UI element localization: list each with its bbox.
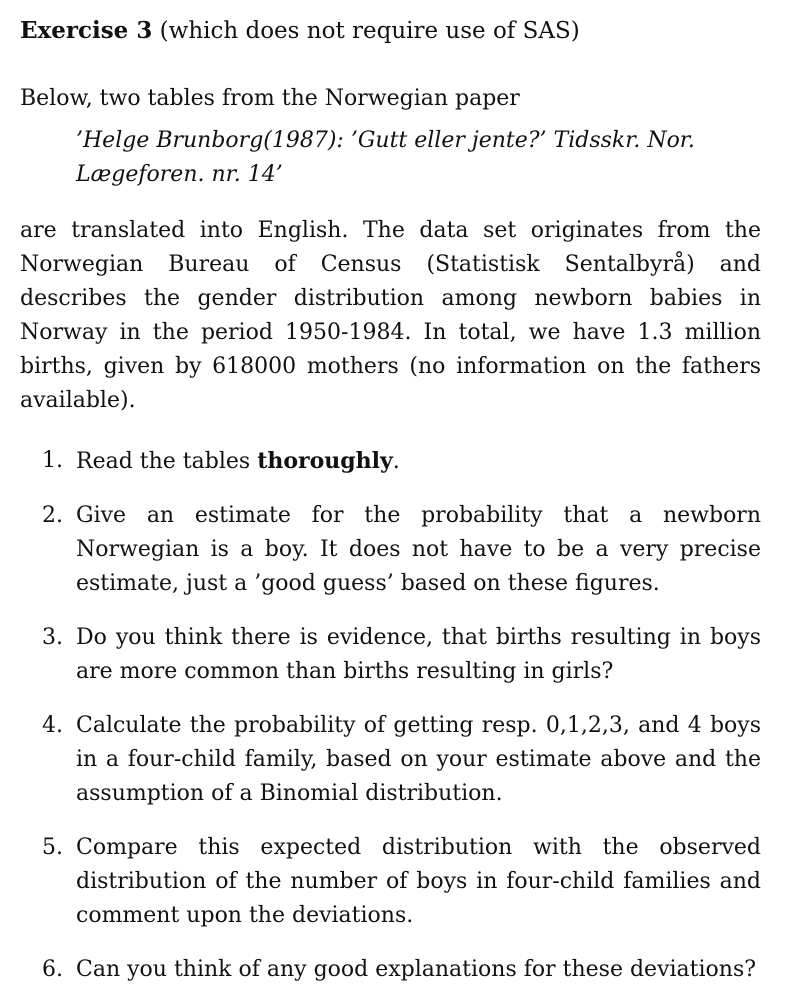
exercise-heading	[20, 12, 761, 50]
list-item	[20, 499, 761, 601]
list-item	[20, 621, 761, 689]
list-item	[20, 953, 761, 987]
item-text: Read the tables	[76, 449, 258, 474]
exercise-title: Exercise 3	[20, 17, 153, 44]
item-number: 6.	[42, 957, 63, 982]
item-text: Do you think there is evidence, that births resulting in boys are more common than births resulting in girls?	[76, 625, 761, 684]
citation-line-1: ’Helge Brunborg(1987): ’Gutt eller jente?’ Tidsskr. Nor.	[76, 128, 695, 153]
item-text-end: .	[392, 449, 400, 474]
item-text: Can you think of any good explanations for these deviations?	[76, 957, 757, 982]
item-text: Calculate the probability of getting resp. 0,1,2,3, and 4 boys in a four-child family, based on your estimate above and the assumption of a Binomial distribution.	[76, 713, 761, 806]
exercise-subtitle: (which does not require use of SAS)	[152, 18, 580, 44]
item-number: 2.	[42, 503, 63, 528]
list-item	[20, 444, 761, 479]
intro-paragraph: Below, two tables from the Norwegian paper	[20, 86, 520, 111]
item-emphasis: thoroughly	[257, 448, 393, 474]
list-item	[20, 831, 761, 933]
item-number: 3.	[42, 625, 63, 650]
question-list	[20, 444, 761, 987]
citation-block	[76, 124, 761, 192]
item-number: 1.	[42, 448, 63, 473]
item-text: Compare this expected distribution with the observed distribution of the number of boys in four-child families and comment upon the deviations.	[76, 835, 761, 928]
citation-line-2: Lægeforen. nr. 14’	[76, 162, 283, 187]
item-number: 5.	[42, 835, 63, 860]
item-text: Give an estimate for the probability that a newborn Norwegian is a boy. It does not have to be a very precise estimate, just a ’good guess’ based on these figures.	[76, 503, 761, 596]
description-paragraph: are translated into English. The data set originates from the Norwegian Bureau of Census (Statistisk Sentalbyrå) and describes the gender distribution among newborn babies in Norway in the period 1950-1984. In total, we have 1.3 million births, given by 618000 mothers (no information on the fathers available).	[20, 218, 761, 413]
item-number: 4.	[42, 713, 63, 738]
list-item	[20, 709, 761, 811]
